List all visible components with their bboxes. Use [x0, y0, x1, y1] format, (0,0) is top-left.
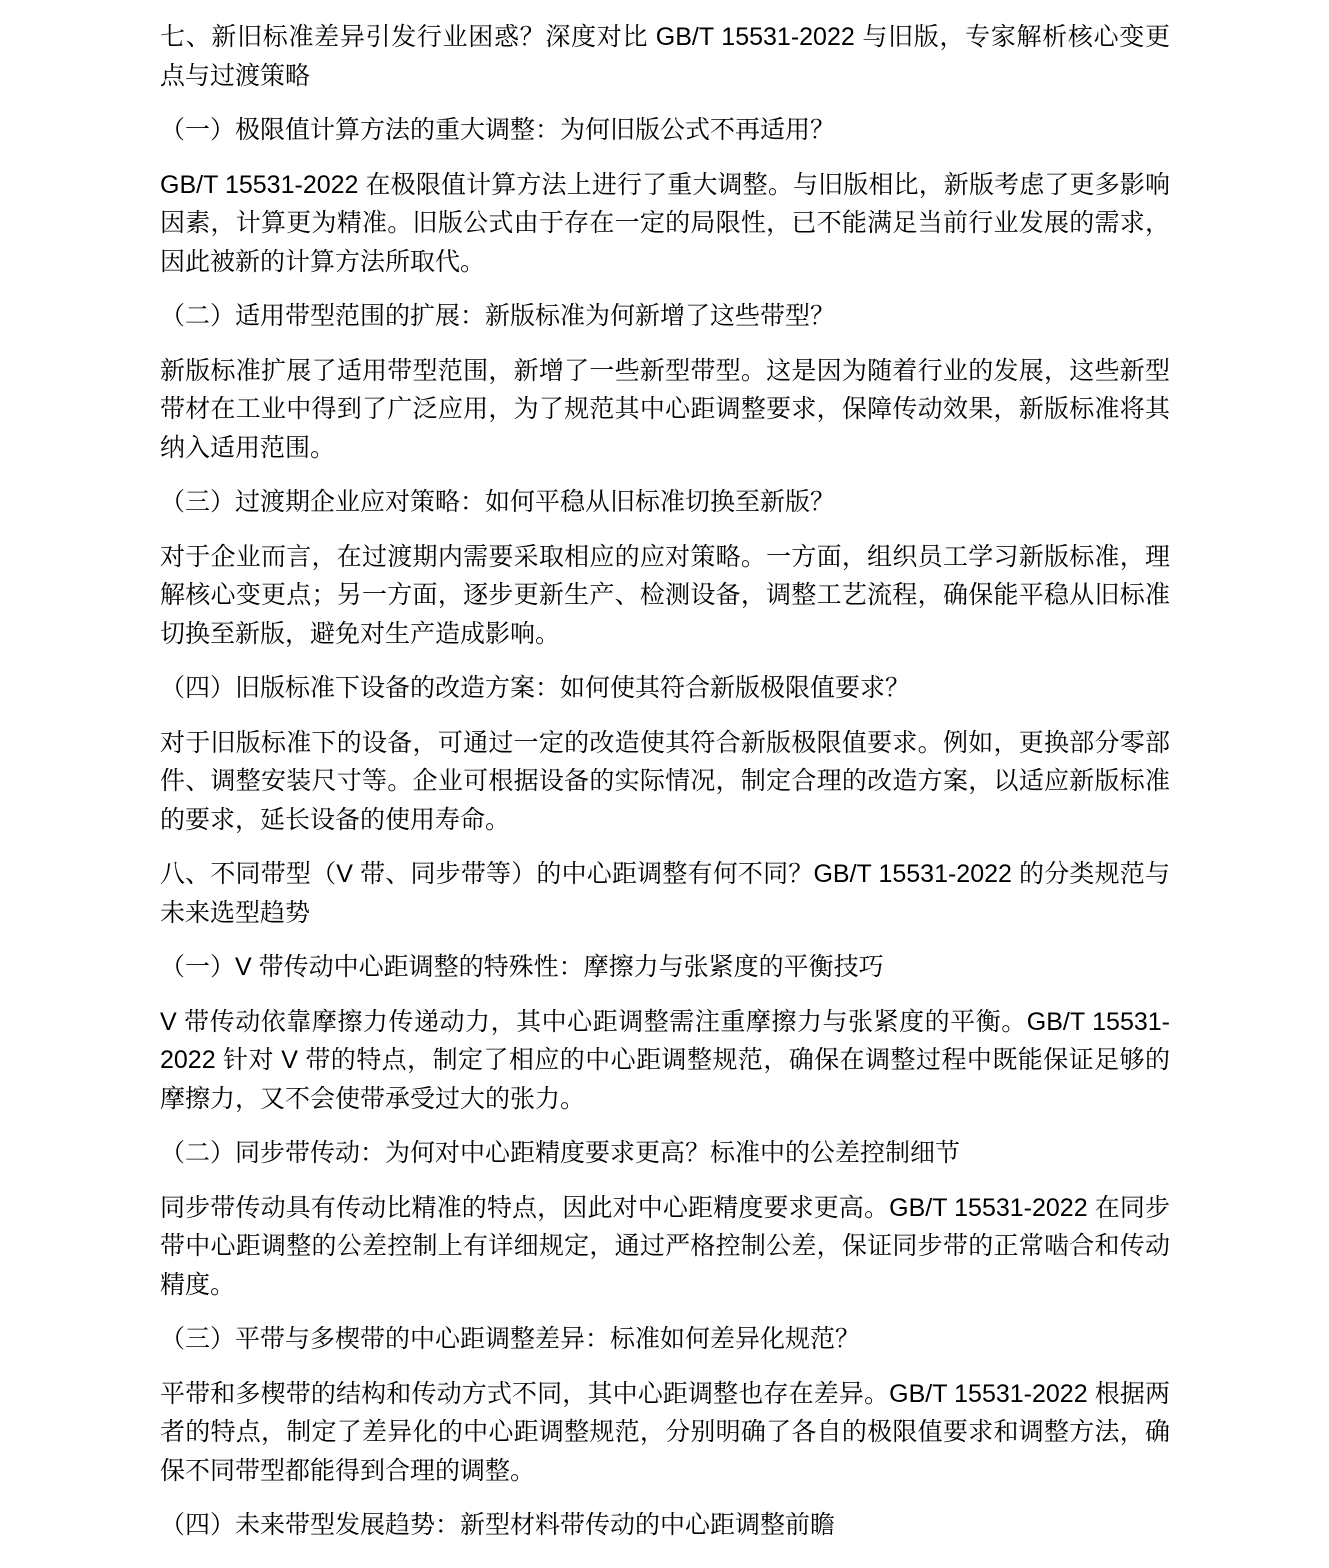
body-paragraph: 平带和多楔带的结构和传动方式不同，其中心距调整也存在差异。GB/T 15531-2022 根据两者的特点，制定了差异化的中心距调整规范，分别明确了各自的极限值要求和调整方法，确保不同带型都能得到合理的调整。	[160, 1379, 1170, 1485]
section-heading: 八、不同带型（V 带、同步带等）的中心距调整有何不同？GB/T 15531-2022 的分类规范与未来选型趋势	[160, 860, 1170, 927]
sub-heading: （三）平带与多楔带的中心距调整差异：标准如何差异化规范？	[160, 1325, 861, 1353]
body-paragraph: 对于旧版标准下的设备，可通过一定的改造使其符合新版极限值要求。例如，更换部分零部件、调整安装尺寸等。企业可根据设备的实际情况，制定合理的改造方案，以适应新版标准的要求，延长设备的使用寿命。	[160, 728, 1170, 834]
body-paragraph: 新版标准扩展了适用带型范围，新增了一些新型带型。这是因为随着行业的发展，这些新型带材在工业中得到了广泛应用，为了规范其中心距调整要求，保障传动效果，新版标准将其纳入适用范围。	[160, 356, 1170, 462]
sub-heading: （一）极限值计算方法的重大调整：为何旧版公式不再适用？	[160, 116, 836, 144]
section-heading: 七、新旧标准差异引发行业困惑？深度对比 GB/T 15531-2022 与旧版，专家解析核心变更点与过渡策略	[160, 23, 1170, 90]
body-paragraph: V 带传动依靠摩擦力传递动力，其中心距调整需注重摩擦力与张紧度的平衡。GB/T 15531-2022 针对 V 带的特点，制定了相应的中心距调整规范，确保在调整过程中既能保证足够的摩擦力，又不会使带承受过大的张力。	[160, 1007, 1170, 1113]
sub-heading: （四）未来带型发展趋势：新型材料带传动的中心距调整前瞻	[160, 1511, 836, 1539]
sub-heading: （二）适用带型范围的扩展：新版标准为何新增了这些带型？	[160, 302, 836, 330]
body-paragraph: GB/T 15531-2022 在极限值计算方法上进行了重大调整。与旧版相比，新版考虑了更多影响因素，计算更为精准。旧版公式由于存在一定的局限性，已不能满足当前行业发展的需求，因此被新的计算方法所取代。	[160, 170, 1170, 276]
sub-heading: （二）同步带传动：为何对中心距精度要求更高？标准中的公差控制细节	[160, 1139, 961, 1167]
sub-heading: （三）过渡期企业应对策略：如何平稳从旧标准切换至新版？	[160, 488, 836, 516]
body-paragraph: 对于企业而言，在过渡期内需要采取相应的应对策略。一方面，组织员工学习新版标准，理解核心变更点；另一方面，逐步更新生产、检测设备，调整工艺流程，确保能平稳从旧标准切换至新版，避免对生产造成影响。	[160, 542, 1170, 648]
body-paragraph: 同步带传动具有传动比精准的特点，因此对中心距精度要求更高。GB/T 15531-2022 在同步带中心距调整的公差控制上有详细规定，通过严格控制公差，保证同步带的正常啮合和传动精度。	[160, 1193, 1170, 1299]
sub-heading: （四）旧版标准下设备的改造方案：如何使其符合新版极限值要求？	[160, 674, 911, 702]
sub-heading: （一）V 带传动中心距调整的特殊性：摩擦力与张紧度的平衡技巧	[160, 953, 884, 981]
